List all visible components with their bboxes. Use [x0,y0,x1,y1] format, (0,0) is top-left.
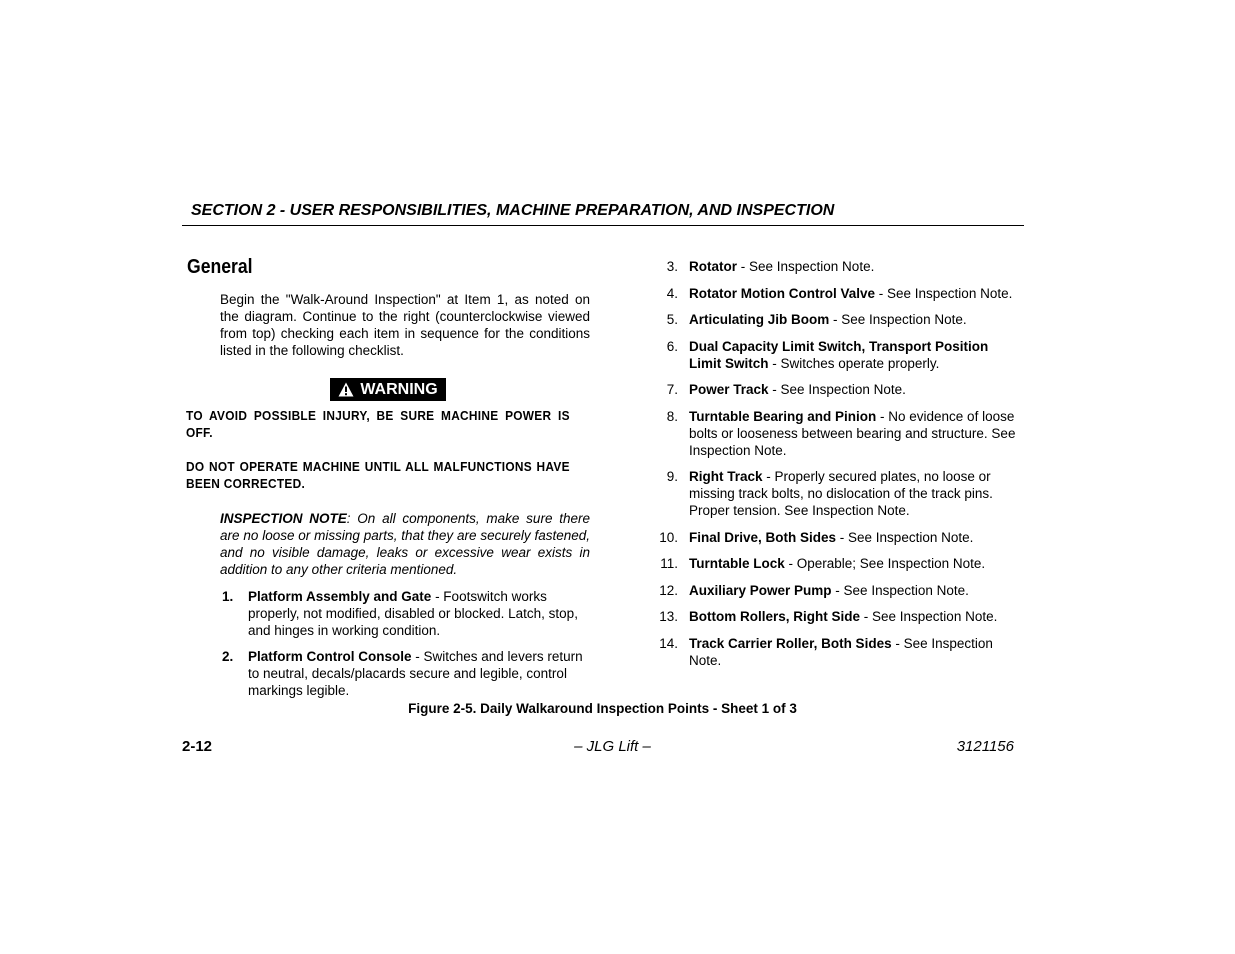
list-item [645,555,1023,572]
list-item [645,468,1023,519]
item-body [678,555,985,572]
item-title: Bottom Rollers, Right Side [689,609,861,624]
item-text: - See Inspection Note. [737,259,875,274]
item-title: Turntable Bearing and Pinion [689,408,877,424]
list-item [645,608,1023,625]
item-text: - See Inspection Note. [829,312,967,327]
warning-triangle-icon [338,382,354,397]
figure-caption: Figure 2-5. Daily Walkaround Inspection Points - Sheet 1 of 3 [408,701,797,716]
item-text: - See Inspection Note. [875,285,1013,301]
item-title: Track Carrier Roller, Both Sides [689,635,892,651]
item-body [678,608,997,625]
warning-label: WARNING [360,380,438,398]
list-item [645,408,1023,459]
document-number: 3121156 [956,738,1014,755]
item-title: Platform Control Console [248,649,412,664]
item-number: 9. [666,469,678,484]
left-checklist [186,588,590,699]
inspection-note [220,510,590,578]
item-number: 3. [666,259,678,274]
item-text: - Operable; See Inspection Note. [784,556,986,571]
list-item [645,285,1023,302]
list-item [645,635,1023,669]
item-title: Turntable Lock [689,556,785,571]
item-number: 5. [666,312,678,327]
page-number: 2-12 [182,738,213,755]
item-body [248,648,590,699]
item-title: Rotator [689,259,737,274]
item-body [678,529,973,546]
footer-brand: – JLG Lift – [574,738,651,755]
intro-paragraph: Begin the "Walk-Around Inspection" at Item 1, as noted on the diagram. Continue to the right (counterclockwise viewed from top) checking each item in sequence for the conditions listed in the following checklist. [220,292,590,358]
item-title: Dual Capacity Limit Switch, Transport Position Limit Switch [689,338,989,371]
item-body [678,285,1012,302]
warning-line-1: TO AVOID POSSIBLE INJURY, BE SURE MACHINE POWER IS OFF. [186,409,570,440]
item-title: Platform Assembly and Gate [248,589,432,604]
item-text: - Properly secured plates, no loose or missing track bolts, no dislocation of the track pins. Proper tension. See Inspection Note. [689,469,993,518]
right-checklist [645,258,1023,669]
item-body [678,468,1023,519]
item-number: 10. [659,529,678,545]
warning-line-2: DO NOT OPERATE MACHINE UNTIL ALL MALFUNCTIONS HAVE BEEN CORRECTED. [186,460,570,491]
warning-banner [186,378,590,402]
item-title: Auxiliary Power Pump [689,582,832,598]
list-item [645,338,1023,372]
list-item [645,582,1023,599]
item-body [248,588,590,639]
left-column [186,256,590,708]
inspection-note-text: : On all components, make sure there are no loose or missing parts, that they are securely fastened, and no visible damage, leaks or excessive wear exists in addition to any other criteria mentioned. [220,511,590,577]
item-body [678,635,1023,669]
item-title: Rotator Motion Control Valve [689,285,876,301]
section-header [182,202,1024,226]
item-text: - See Inspection Note. [831,582,969,598]
item-body [678,338,1023,372]
item-text: - See Inspection Note. [689,635,993,668]
inspection-note-label: INSPECTION NOTE [220,511,347,526]
item-text: - No evidence of loose bolts or looseness between bearing and structure. See Inspection Note. [689,408,1016,458]
item-text: - Switches and levers return to neutral, decals/placards secure and legible, control markings legible. [248,649,583,698]
item-title: Final Drive, Both Sides [689,529,837,545]
item-body [678,381,906,398]
item-number: 12. [659,582,678,598]
right-column [645,258,1023,678]
item-number: 13. [659,609,678,624]
item-number: 1. [222,589,234,604]
item-number: 2. [222,649,234,664]
item-text: - See Inspection Note. [768,382,906,397]
item-text: - See Inspection Note. [860,609,998,624]
list-item [222,588,590,639]
list-item [645,311,1023,328]
warning-badge [330,378,445,401]
item-body [678,408,1023,459]
item-number: 14. [659,635,678,651]
item-number: 7. [666,382,678,397]
list-item [645,381,1023,398]
list-item [645,529,1023,546]
list-item [645,258,1023,275]
item-title: Right Track [689,469,763,484]
item-body [678,258,874,275]
list-item [222,648,590,699]
general-heading: General [187,256,253,278]
item-title: Power Track [689,382,769,397]
item-body [678,582,969,599]
item-number: 6. [666,338,678,354]
item-text: - Switches operate properly. [768,355,940,371]
item-number: 11. [660,556,678,571]
item-text: - See Inspection Note. [836,529,974,545]
item-number: 8. [666,408,678,424]
item-number: 4. [666,285,678,301]
section-title: SECTION 2 - USER RESPONSIBILITIES, MACHINE PREPARATION, AND INSPECTION [191,202,835,219]
item-title: Articulating Jib Boom [689,312,830,327]
item-body [678,311,967,328]
item-text: - Footswitch works properly, not modified, disabled or blocked. Latch, stop, and hinges in working condition. [248,589,578,638]
